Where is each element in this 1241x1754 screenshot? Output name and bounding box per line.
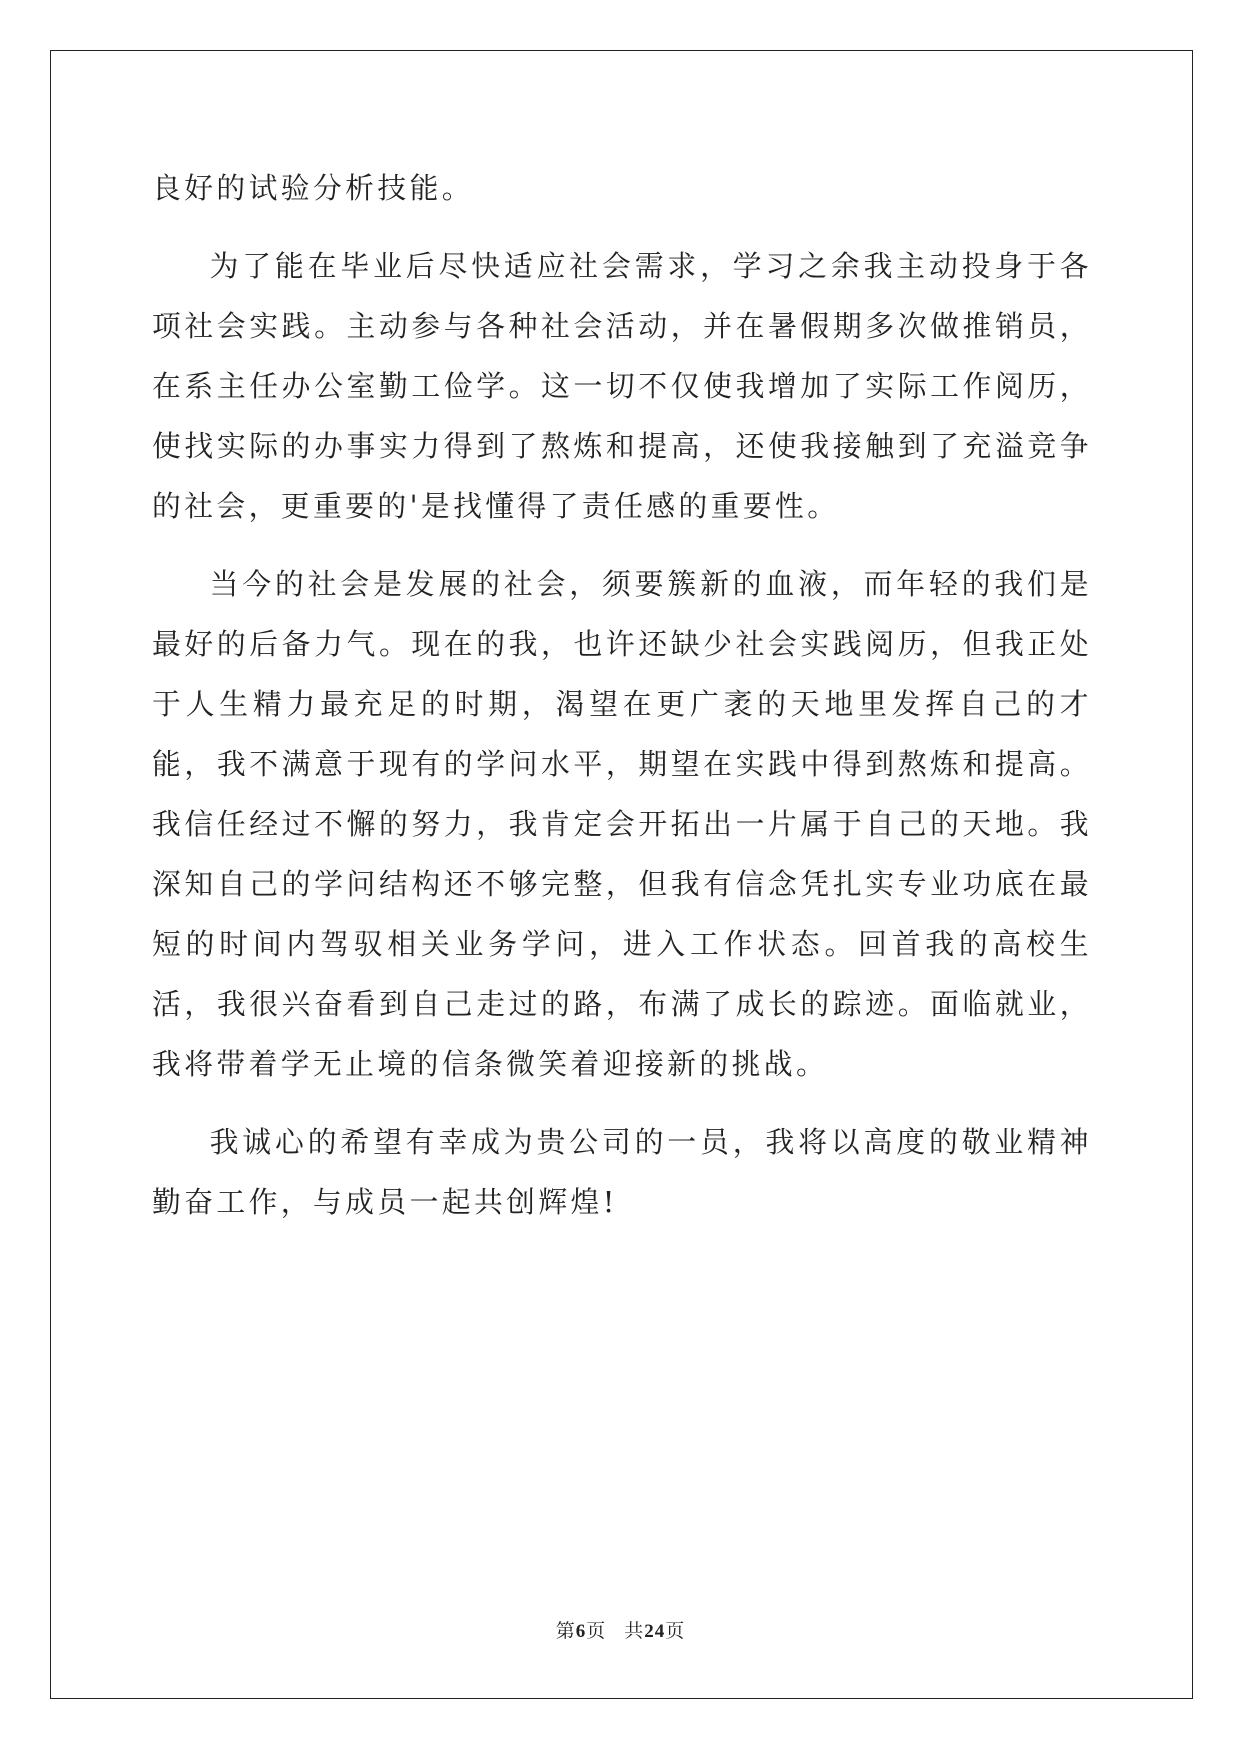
total-suffix: 页 [665, 1621, 686, 1642]
paragraph-4: 我诚心的希望有幸成为贵公司的一员，我将以高度的敬业精神勤奋工作，与成员一起共创辉煌! [152, 1125, 1092, 1219]
page-number: 6 [575, 1621, 587, 1642]
paragraph-1: 良好的试验分析技能。 [152, 171, 474, 205]
page-suffix: 页 [586, 1621, 607, 1642]
total-prefix: 共 [624, 1621, 645, 1642]
paragraph-2: 为了能在毕业后尽快适应社会需求，学习之余我主动投身于各项社会实践。主动参与各种社会活动，并在暑假期多次做推销员，在系主任办公室勤工俭学。这一切不仅使我增加了实际工作阅历，使找实际的办事实力得到了熬炼和提高，还使我接触到了充溢竞争的社会，更重要的'是找懂得了责任感的重要性。 [152, 249, 1092, 523]
total-pages: 24 [644, 1621, 666, 1642]
document-body [152, 158, 1092, 1250]
paragraph-3: 当今的社会是发展的社会，须要簇新的血液，而年轻的我们是最好的后备力气。现在的我，也许还缺少社会实践阅历，但我正处于人生精力最充足的时期，渴望在更广袤的天地里发挥自己的才能，我不满意于现有的学问水平，期望在实践中得到熬炼和提高。我信任经过不懈的努力，我肯定会开拓出一片属于自己的天地。我深知自己的学问结构还不够完整，但我有信念凭扎实专业功底在最短的时间内驾驭相关业务学问，进入工作状态。回首我的高校生活，我很兴奋看到自己走过的路，布满了成长的踪迹。面临就业，我将带着学无止境的信条微笑着迎接新的挑战。 [152, 567, 1092, 1081]
page-prefix: 第 [555, 1621, 576, 1642]
page-footer [0, 1616, 1241, 1643]
